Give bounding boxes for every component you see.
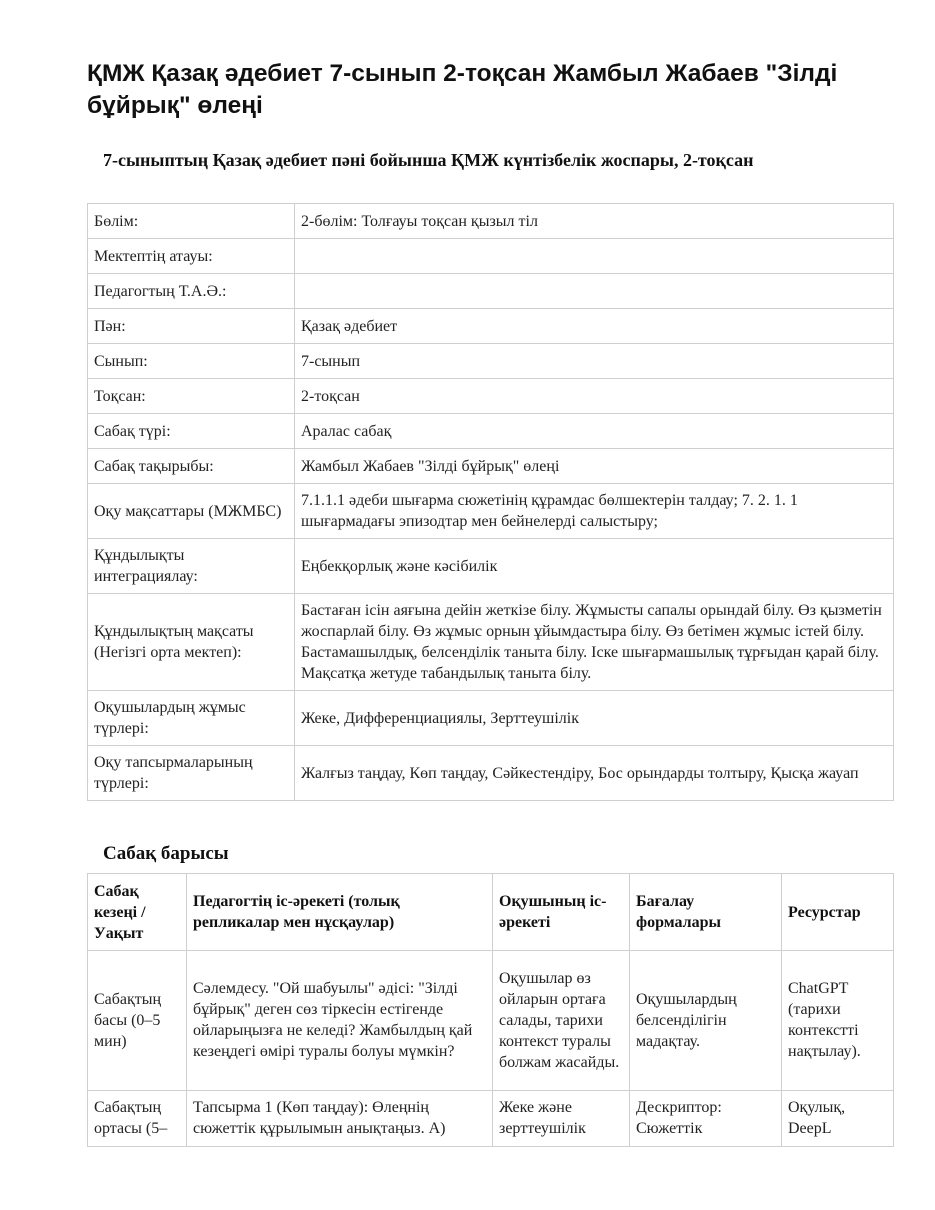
- header-teacher-activity: Педагогтің іс-әрекеті (толық репликалар мен нұсқаулар): [187, 874, 493, 951]
- info-value: 2-тоқсан: [295, 379, 894, 414]
- table-row: [88, 309, 894, 344]
- info-label: Құндылықтың мақсаты (Негізгі орта мектеп):: [88, 594, 295, 691]
- header-resources: Ресурстар: [782, 874, 894, 951]
- table-row: [88, 539, 894, 594]
- cell-resources: ChatGPT (тарихи контекстті нақтылау).: [782, 951, 894, 1091]
- info-label: Сабақ тақырыбы:: [88, 449, 295, 484]
- table-row: [88, 239, 894, 274]
- info-value: [295, 274, 894, 309]
- cell-stage: Сабақтың басы (0–5 мин): [88, 951, 187, 1091]
- info-label: Оқу мақсаттары (МЖМБС): [88, 484, 295, 539]
- cell-assessment: Дескриптор: Сюжеттік: [630, 1091, 782, 1147]
- cell-teacher-activity: Сәлемдесу. "Ой шабуылы" әдісі: "Зілді бұйрық" деген сөз тіркесін естігенде ойларыңызға не келеді? Жамбылдың қай кезеңдегі өмірі туралы болуы мүмкін?: [187, 951, 493, 1091]
- info-value: Аралас сабақ: [295, 414, 894, 449]
- info-label: Пән:: [88, 309, 295, 344]
- header-stage: Сабақ кезеңі / Уақыт: [88, 874, 187, 951]
- cell-student-activity: Жеке және зерттеушілік: [493, 1091, 630, 1147]
- info-label: Оқушылардың жұмыс түрлері:: [88, 691, 295, 746]
- info-value: 2-бөлім: Толғауы тоқсан қызыл тіл: [295, 204, 894, 239]
- table-row: [88, 274, 894, 309]
- info-value: Жалғыз таңдау, Көп таңдау, Сәйкестендіру, Бос орындарды толтыру, Қысқа жауап: [295, 746, 894, 801]
- plan-subtitle: 7-сыныптың Қазақ әдебиет пәні бойынша ҚМЖ күнтізбелік жоспары, 2-тоқсан: [103, 150, 754, 170]
- info-label: Сабақ түрі:: [88, 414, 295, 449]
- table-row: [88, 379, 894, 414]
- table-row: [88, 449, 894, 484]
- table-row: [88, 414, 894, 449]
- info-label: Бөлім:: [88, 204, 295, 239]
- lesson-info-table: [87, 203, 894, 801]
- cell-resources: Оқулық, DeepL: [782, 1091, 894, 1147]
- info-label: Оқу тапсырмаларының түрлері:: [88, 746, 295, 801]
- info-value: Жамбыл Жабаев "Зілді бұйрық" өлеңі: [295, 449, 894, 484]
- cell-student-activity: Оқушылар өз ойларын ортаға салады, тарихи контекст туралы болжам жасайды.: [493, 951, 630, 1091]
- table-row: [88, 746, 894, 801]
- table-row: [88, 691, 894, 746]
- header-assessment: Бағалау формалары: [630, 874, 782, 951]
- info-label: Педагогтың Т.А.Ә.:: [88, 274, 295, 309]
- lesson-flow-table: [87, 873, 894, 1147]
- table-row: [88, 594, 894, 691]
- cell-teacher-activity: Тапсырма 1 (Көп таңдау): Өлеңнің сюжеттік құрылымын анықтаңыз. A): [187, 1091, 493, 1147]
- info-value: Қазақ әдебиет: [295, 309, 894, 344]
- header-student-activity: Оқушының іс-әрекеті: [493, 874, 630, 951]
- table-row: [88, 344, 894, 379]
- info-value: 7-сынып: [295, 344, 894, 379]
- info-label: Тоқсан:: [88, 379, 295, 414]
- info-value: [295, 239, 894, 274]
- info-label: Сынып:: [88, 344, 295, 379]
- info-value: Бастаған ісін аяғына дейін жеткізе білу. Жұмысты сапалы орындай білу. Өз қызметін жоспарлай білу. Өз жұмыс орнын ұйымдастыра білу. Өз бетімен жұмыс істей білу. Бастамашылдық, белсенділік таныта білу. Іске шығармашылық тұрғыдан қарай білу. Мақсатқа жетуде табандылық таныта білу.: [295, 594, 894, 691]
- lesson-section-title: Сабақ барысы: [103, 843, 229, 864]
- table-row: [88, 951, 894, 1091]
- info-value: Жеке, Дифференциациялы, Зерттеушілік: [295, 691, 894, 746]
- page-title: ҚМЖ Қазақ әдебиет 7-сынып 2-тоқсан Жамбыл Жабаев "Зілді бұйрық" өлеңі: [87, 60, 838, 119]
- info-label: Мектептің атауы:: [88, 239, 295, 274]
- info-value: 7.1.1.1 әдеби шығарма сюжетінің құрамдас бөлшектерін талдау; 7. 2. 1. 1 шығармадағы эпизодтар мен бейнелерді салыстыру;: [295, 484, 894, 539]
- cell-stage: Сабақтың ортасы (5–: [88, 1091, 187, 1147]
- table-header-row: [88, 874, 894, 951]
- table-row: [88, 204, 894, 239]
- table-row: [88, 484, 894, 539]
- info-value: Еңбекқорлық және кәсібилік: [295, 539, 894, 594]
- cell-assessment: Оқушылардың белсенділігін мадақтау.: [630, 951, 782, 1091]
- table-row: [88, 1091, 894, 1147]
- info-label: Құндылықты интеграциялау:: [88, 539, 295, 594]
